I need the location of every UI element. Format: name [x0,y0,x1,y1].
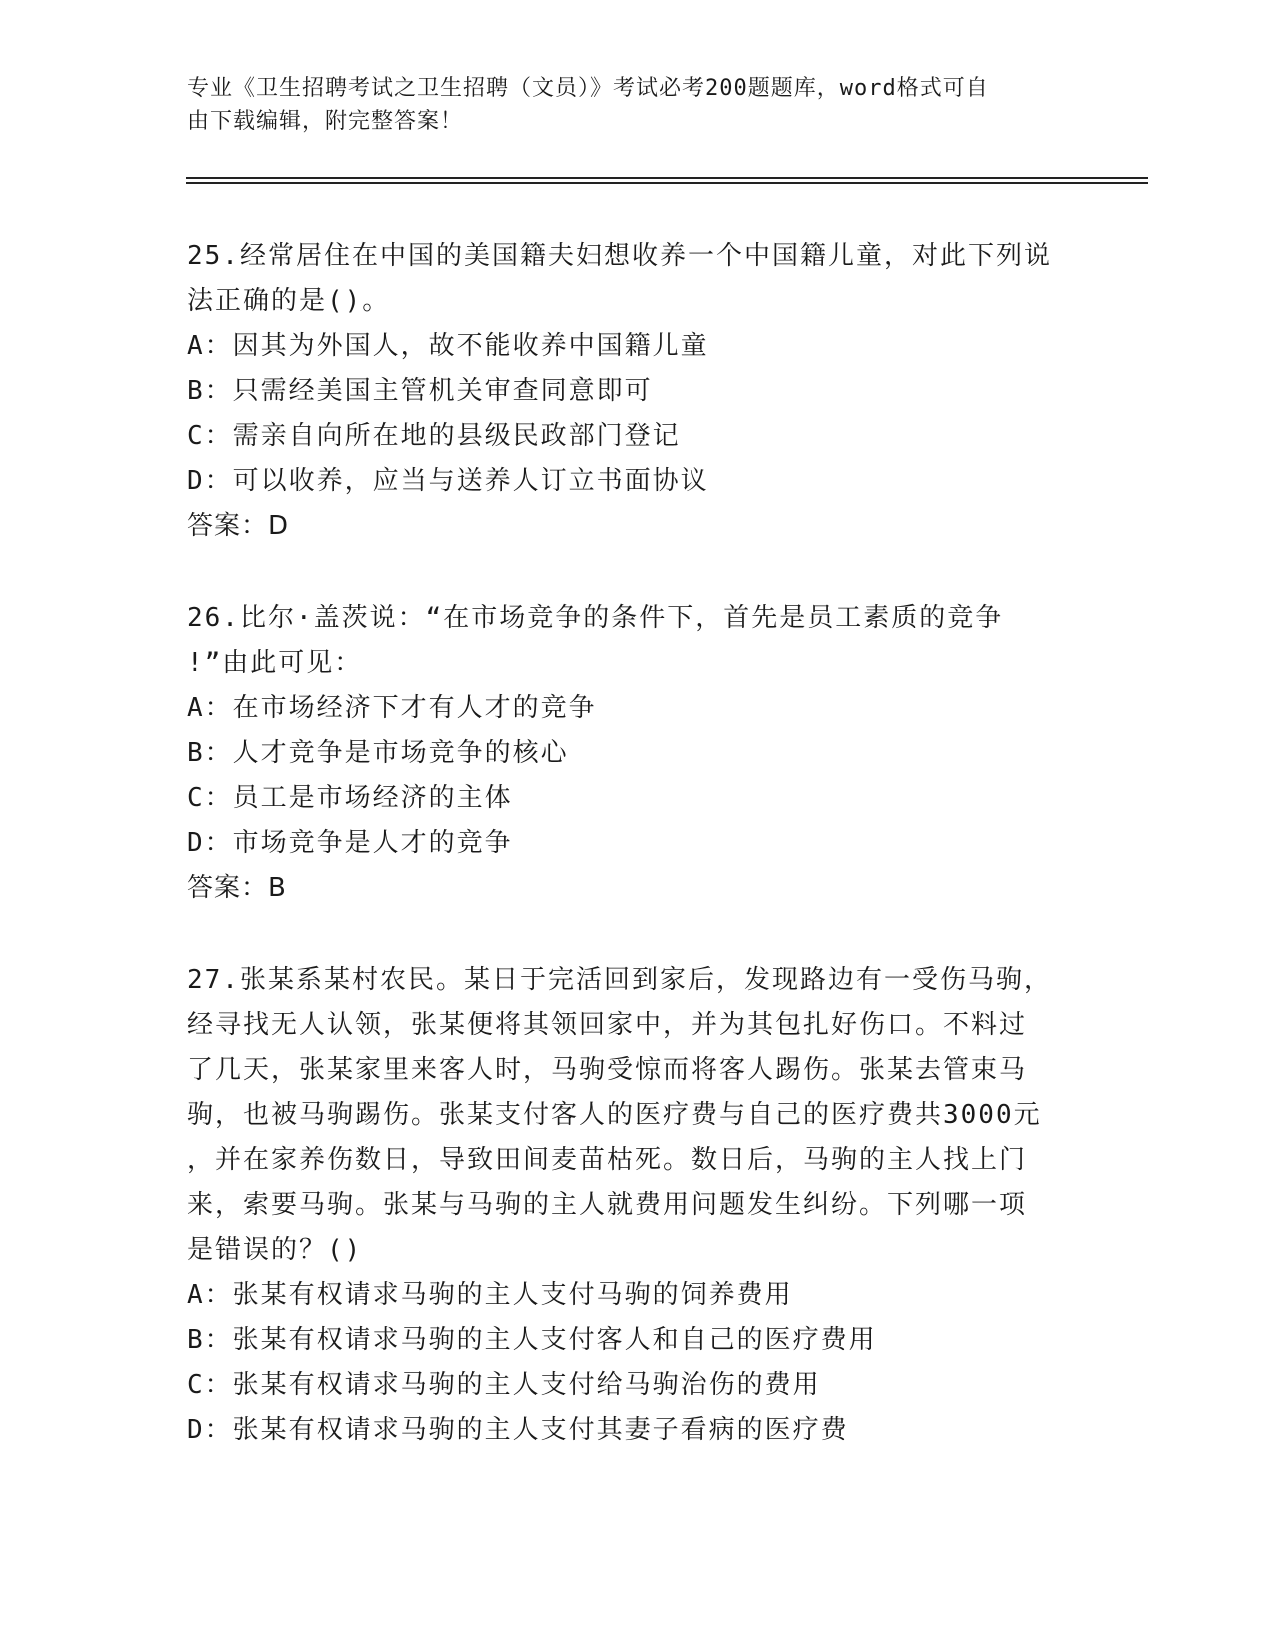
question-stem-line: 经寻找无人认领，张某便将其领回家中，并为其包扎好伤口。不料过 [187,1010,1028,1040]
option-d: D：市场竞争是人才的竞争 [187,828,513,858]
question-stem-line: !”由此可见： [187,648,363,678]
answer-label: 答案：B [187,873,287,903]
question-stem-line: 来，索要马驹。张某与马驹的主人就费用问题发生纠纷。下列哪一项 [187,1190,1028,1220]
option-b: B：只需经美国主管机关审查同意即可 [187,376,653,406]
question-stem-line: 驹，也被马驹踢伤。张某支付客人的医疗费与自己的医疗费共3000元 [187,1100,1042,1130]
option-d: D：可以收养，应当与送养人订立书面协议 [187,466,709,496]
option-a: A：因其为外国人，故不能收养中国籍儿童 [187,331,709,361]
header-rule-top [186,177,1148,179]
option-c: C：需亲自向所在地的县级民政部门登记 [187,421,681,451]
question-stem-line: 27.张某系某村农民。某日于完活回到家后，发现路边有一受伤马驹， [187,965,1052,995]
header-line-2: 由下载编辑，附完整答案！ [187,109,464,134]
option-d: D：张某有权请求马驹的主人支付其妻子看病的医疗费 [187,1415,849,1445]
question-stem-line: 26.比尔·盖茨说：“在市场竞争的条件下，首先是员工素质的竞争 [187,603,1004,633]
header-line-1: 专业《卫生招聘考试之卫生招聘（文员）》考试必考200题题库，word格式可自 [187,76,989,101]
option-a: A：在市场经济下才有人才的竞争 [187,693,597,723]
question-stem-line: 是错误的？() [187,1235,363,1265]
option-b: B：人才竞争是市场竞争的核心 [187,738,569,768]
option-c: C：张某有权请求马驹的主人支付给马驹治伤的费用 [187,1370,821,1400]
question-stem-line: 25.经常居住在中国的美国籍夫妇想收养一个中国籍儿童，对此下列说 [187,241,1052,271]
question-25 [187,234,1087,549]
option-c: C：员工是市场经济的主体 [187,783,513,813]
option-a: A：张某有权请求马驹的主人支付马驹的饲养费用 [187,1280,793,1310]
document-header [187,72,1067,138]
question-stem-line: ，并在家养伤数日，导致田间麦苗枯死。数日后，马驹的主人找上门 [187,1145,1028,1175]
question-stem-line: 了几天，张某家里来客人时，马驹受惊而将客人踢伤。张某去管束马 [187,1055,1028,1085]
question-26 [187,596,1087,911]
answer-label: 答案：D [187,511,290,541]
question-stem-line: 法正确的是()。 [187,286,391,316]
option-b: B：张某有权请求马驹的主人支付客人和自己的医疗费用 [187,1325,877,1355]
header-rule-bottom [186,182,1148,184]
question-27 [187,958,1087,1453]
